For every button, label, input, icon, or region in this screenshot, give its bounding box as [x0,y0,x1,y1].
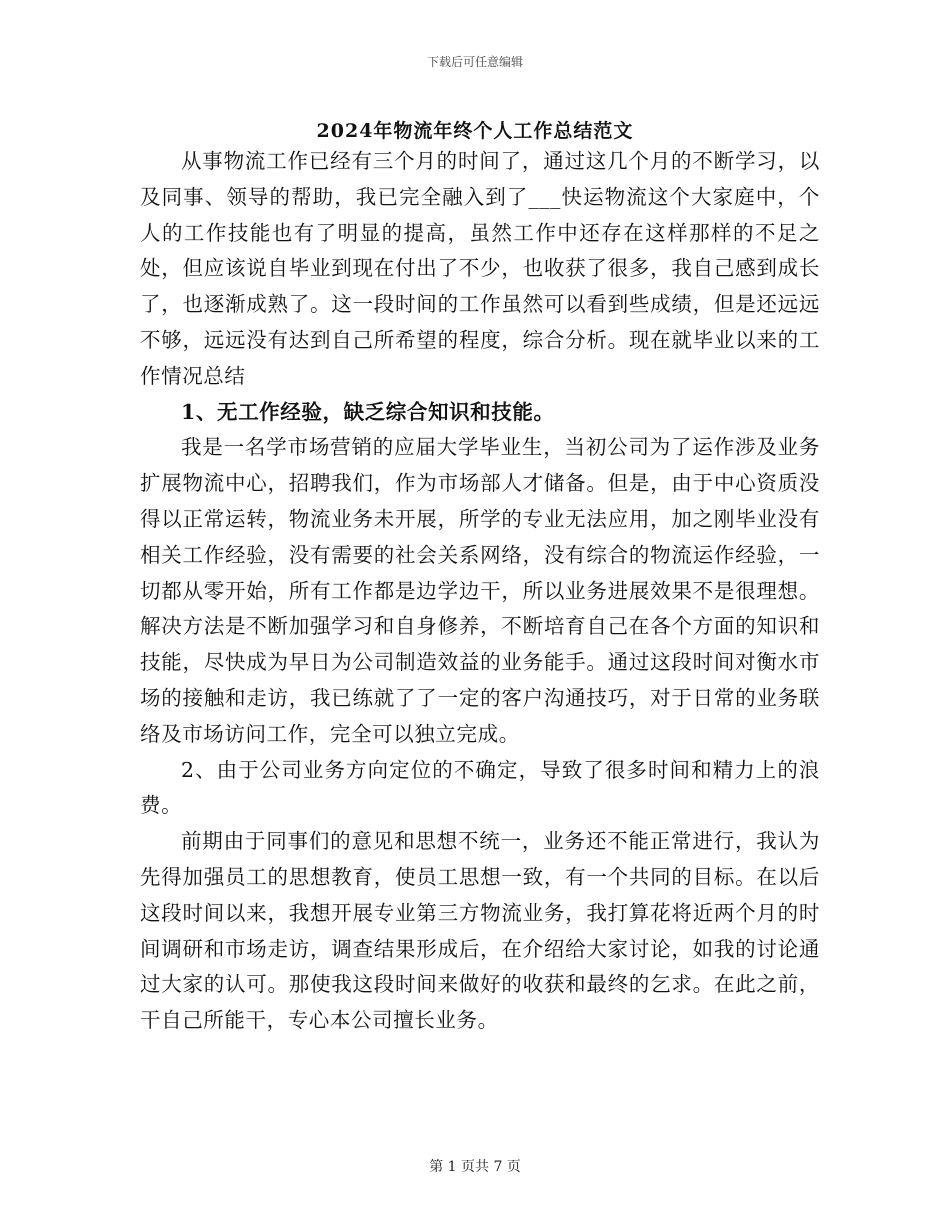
document-title: 2024年物流年终个人工作总结范文 [316,120,634,142]
page-header-note: 下载后可任意编辑 [426,55,523,69]
section-heading-1: 1、无工作经验，缺乏综合知识和技能。 [181,399,555,424]
section-2-paragraph: 前期由于同事们的意见和思想不统一，业务还不能正常进行，我认为先得加强员工的思想教育，使员工思想一致，有一个共同的目标。在以后这段时间以来，我想开展专业第三方物流业务，我打算花将近两个月的时间调研和市场走访，调查结果形成后，在介绍给大家讨论，如我的讨论通过大家的认可。那使我这段时间来做好的收获和最终的乞求。在此之前，干自己所能干，专心本公司擅长业务。 [140,829,820,1033]
page-number-footer: 第 1 页共 7 页 [429,1159,521,1175]
section-1-paragraph: 我是一名学市场营销的应届大学毕业生，当初公司为了运作涉及业务扩展物流中心，招聘我们，作为市场部人才储备。但是，由于中心资质没得以正常运转，物流业务未开展，所学的专业无法应用，加之刚毕业没有相关工作经验，没有需要的社会关系网络，没有综合的物流运作经验，一切都从零开始，所有工作都是边学边干，所以业务进展效果不是很理想。解决方法是不断加强学习和自身修养，不断培育自己在各个方面的知识和技能，尽快成为早日为公司制造效益的业务能手。通过这段时间对衡水市场的接触和走访，我已练就了了一定的客户沟通技巧，对于日常的业务联络及市场访问工作，完全可以独立完成。 [140,435,820,746]
document-body [140,144,820,1039]
intro-paragraph: 从事物流工作已经有三个月的时间了，通过这几个月的不断学习，以及同事、领导的帮助，我已完全融入到了___快运物流这个大家庭中，个人的工作技能也有了明显的提高，虽然工作中还存在这样那样的不足之处，但应该说自毕业到现在付出了不少，也收获了很多，我自己感到成长了，也逐渐成熟了。这一段时间的工作虽然可以看到些成绩，但是还远远不够，远远没有达到自己所希望的程度，综合分析。现在就毕业以来的工作情况总结 [140,149,820,388]
section-heading-2: 2、由于公司业务方向定位的不确定，导致了很多时间和精力上的浪费。 [140,757,820,818]
